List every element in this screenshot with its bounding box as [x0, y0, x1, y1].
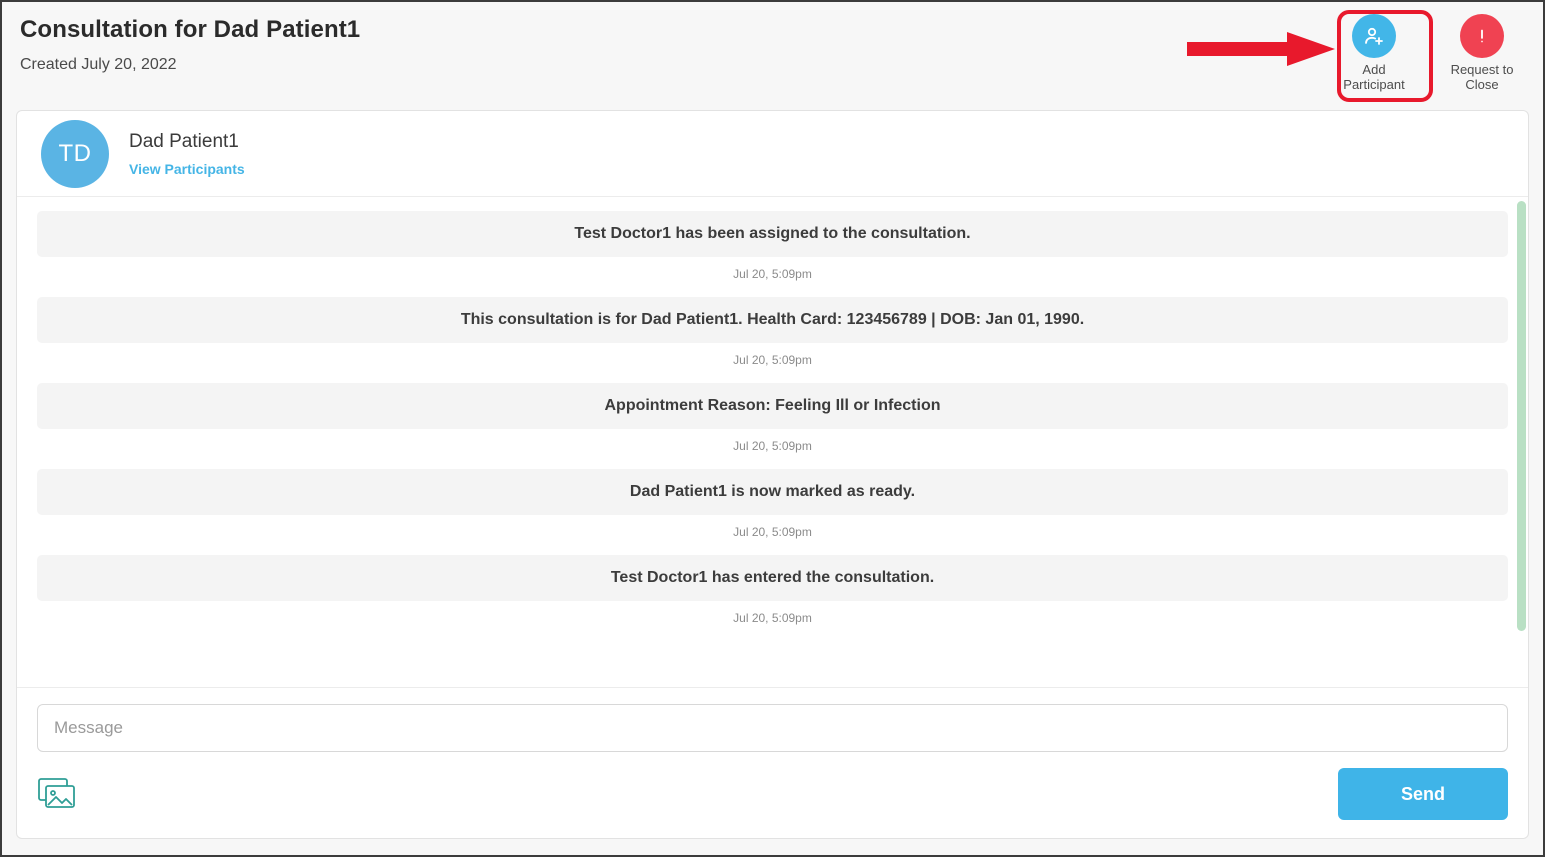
patient-info [129, 131, 245, 177]
message-scrollbar[interactable] [1517, 201, 1526, 683]
send-button[interactable]: Send [1338, 768, 1508, 820]
list-item [37, 555, 1508, 625]
consultation-card [16, 110, 1529, 839]
message-time: Jul 20, 5:09pm [733, 439, 812, 453]
message-list [17, 197, 1528, 687]
message-text: This consultation is for Dad Patient1. Health Card: 123456789 | DOB: Jan 01, 1990. [37, 297, 1508, 343]
add-participant-label-line1: Add [1362, 62, 1386, 77]
message-input[interactable] [37, 704, 1508, 752]
message-time: Jul 20, 5:09pm [733, 353, 812, 367]
message-text: Test Doctor1 has entered the consultation. [37, 555, 1508, 601]
add-participant-button[interactable] [1331, 14, 1417, 92]
request-to-close-button[interactable] [1439, 14, 1525, 92]
view-participants-link[interactable]: View Participants [129, 160, 245, 177]
add-participant-icon [1352, 14, 1396, 58]
list-item [37, 297, 1508, 367]
scrollbar-thumb[interactable] [1517, 201, 1526, 631]
patient-bar [17, 111, 1528, 197]
message-composer [17, 687, 1528, 838]
message-text: Test Doctor1 has been assigned to the consultation. [37, 211, 1508, 257]
request-to-close-label-line2: Close [1465, 77, 1499, 92]
created-date: Created July 20, 2022 [20, 56, 177, 73]
list-item [37, 211, 1508, 281]
message-time: Jul 20, 5:09pm [733, 611, 812, 625]
list-item [37, 469, 1508, 539]
exclamation-icon [1460, 14, 1504, 58]
request-to-close-label-line1: Request to [1450, 62, 1514, 77]
header-actions [1331, 14, 1525, 92]
add-participant-label [1343, 62, 1404, 92]
list-item [37, 383, 1508, 453]
image-attachment-icon[interactable] [37, 777, 79, 811]
message-time: Jul 20, 5:09pm [733, 267, 812, 281]
page-title: Consultation for Dad Patient1 [20, 16, 361, 43]
message-time: Jul 20, 5:09pm [733, 525, 812, 539]
message-text: Dad Patient1 is now marked as ready. [37, 469, 1508, 515]
patient-name: Dad Patient1 [129, 130, 239, 152]
add-participant-label-line2: Participant [1343, 77, 1405, 92]
avatar: TD [41, 120, 109, 188]
composer-actions [37, 768, 1508, 820]
page-header [2, 2, 1543, 106]
request-to-close-label [1451, 62, 1514, 92]
message-text: Appointment Reason: Feeling Ill or Infection [37, 383, 1508, 429]
